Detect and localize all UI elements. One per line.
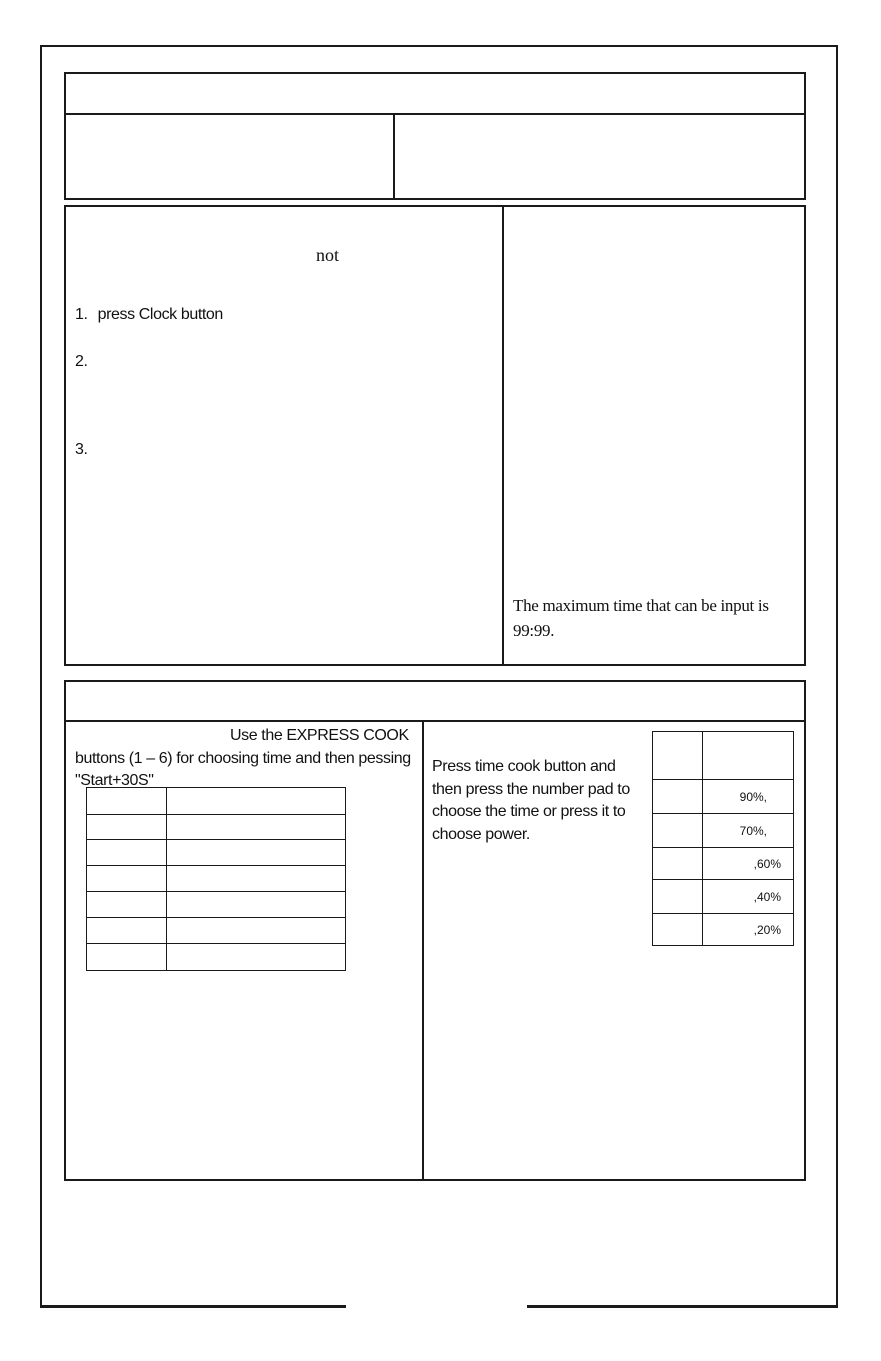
max-time-note: The maximum time that can be input is 99:99.: [513, 596, 769, 640]
power-level-cell: [653, 848, 703, 880]
table-row: [653, 814, 794, 848]
cook-time-cell: [167, 840, 346, 866]
frame-bottom-rule-left: [40, 1305, 346, 1308]
power-level-cell: [653, 780, 703, 814]
button-number-cell: [87, 944, 167, 971]
button-number-cell: [87, 866, 167, 892]
power-percent-cell: 70%,: [702, 814, 793, 848]
button-number-cell: [87, 918, 167, 944]
header-right-cell: [393, 113, 806, 200]
header-bar: [64, 72, 806, 115]
power-level-cell: [653, 914, 703, 946]
time-cook-line-3: choose the time or press it to: [432, 803, 626, 820]
time-cook-instructions: [432, 756, 630, 846]
cook-time-cell: [167, 918, 346, 944]
power-percent-cell: 90%,: [702, 780, 793, 814]
table-row: [87, 944, 346, 971]
header-left-cell: [64, 113, 395, 200]
power-level-cell: [653, 814, 703, 848]
express-cook-table: [86, 787, 346, 971]
express-intro-line-1: Use the EXPRESS COOK: [230, 727, 409, 744]
clock-notes-panel: [502, 205, 806, 666]
cook-time-cell: [167, 944, 346, 971]
step-1: [75, 306, 223, 324]
time-cook-line-1: Press time cook button and: [432, 758, 616, 775]
express-intro-line-2: buttons (1 – 6) for choosing time and then pessing: [75, 750, 411, 767]
step-2: [75, 353, 88, 371]
table-row: [87, 815, 346, 840]
table-row: [653, 880, 794, 914]
table-row: [87, 788, 346, 815]
power-level-cell: [653, 732, 703, 780]
table-row: [653, 914, 794, 946]
cook-time-cell: [167, 788, 346, 815]
table-row: [87, 866, 346, 892]
cook-time-cell: [167, 866, 346, 892]
time-cook-line-2: then press the number pad to: [432, 780, 630, 798]
cook-time-cell: [167, 892, 346, 918]
power-level-cell: [653, 880, 703, 914]
power-percent-cell: ,40%: [702, 880, 793, 914]
clock-setting-panel: [64, 205, 504, 666]
step-number: 2.: [75, 353, 88, 370]
table-row: [653, 732, 794, 780]
not-emphasis: not: [316, 245, 340, 265]
table-row: [87, 892, 346, 918]
power-percent-cell: ,20%: [702, 914, 793, 946]
step-number: 1.: [75, 306, 88, 323]
cook-time-cell: [167, 815, 346, 840]
frame-bottom-rule-right: [527, 1305, 838, 1308]
table-row: [653, 780, 794, 814]
express-intro-line-3: "Start+30S": [75, 772, 154, 789]
table-row: [87, 918, 346, 944]
time-cook-line-4: choose power.: [432, 825, 530, 843]
power-percent-cell: ,60%: [702, 848, 793, 880]
step-3: [75, 441, 88, 459]
button-number-cell: [87, 815, 167, 840]
button-number-cell: [87, 788, 167, 815]
table-row: [653, 848, 794, 880]
power-level-table: [652, 731, 794, 946]
step-text: press Clock button: [97, 306, 223, 323]
cooking-section-header: [64, 680, 806, 722]
power-percent-cell: [702, 732, 793, 780]
button-number-cell: [87, 892, 167, 918]
table-row: [87, 840, 346, 866]
button-number-cell: [87, 840, 167, 866]
step-number: 3.: [75, 441, 88, 458]
